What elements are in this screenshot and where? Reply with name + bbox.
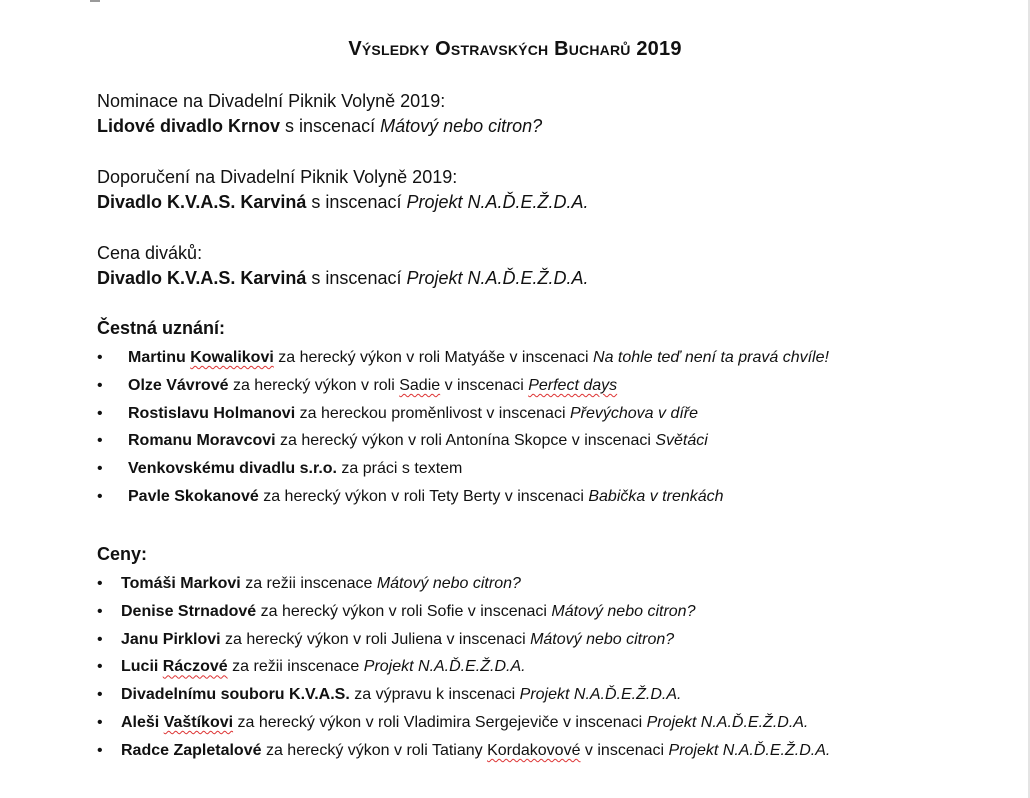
prizes-heading: Ceny: xyxy=(97,544,148,564)
list-item xyxy=(97,404,829,432)
bullet-icon: • xyxy=(97,432,103,450)
recipient-name: Aleši Vaštíkovi xyxy=(121,713,234,731)
award-description: za hereckou proměnlivost v inscenaci xyxy=(295,404,570,422)
award-description: za herecký výkon v roli Sofie v inscenaci xyxy=(256,602,552,620)
play-title: Mátový nebo citron? xyxy=(376,575,521,592)
award-description: za režii inscenace xyxy=(227,658,364,676)
bullet-icon: • xyxy=(97,487,103,505)
play-title: Projekt N.A.Ď.E.Ž.D.A. xyxy=(646,713,809,731)
nomination-play: Mátový nebo citron? xyxy=(380,116,543,136)
audience-award-name: Divadlo K.V.A.S. Karviná xyxy=(97,268,307,288)
nomination-name: Lidové divadlo Krnov xyxy=(97,116,281,136)
recipient-name: Tomáši Markovi xyxy=(121,575,241,592)
recipient-name: Olze Vávrové xyxy=(128,376,229,394)
honorable-mentions-heading: Čestná uznání: xyxy=(97,318,226,338)
list-item xyxy=(97,602,830,630)
list-item xyxy=(97,574,830,602)
bullet-icon: • xyxy=(97,460,103,478)
audience-award-label: Cena diváků: xyxy=(97,243,203,263)
award-description: za herecký výkon v roli Tety Berty v inscenaci xyxy=(258,487,589,505)
recipient-name: Radce Zapletalové xyxy=(121,741,262,759)
award-description: za herecký výkon v roli Vladimira Sergejeviče v inscenaci xyxy=(233,713,647,731)
play-title: Projekt N.A.Ď.E.Ž.D.A. xyxy=(363,658,526,676)
bullet-icon: • xyxy=(97,741,103,759)
award-description: za práci s textem xyxy=(336,460,463,478)
award-description: za výpravu k inscenaci xyxy=(349,686,520,704)
award-description: za herecký výkon v roli Tatiany Kordakovové v inscenaci xyxy=(261,741,669,759)
list-item xyxy=(97,685,830,713)
bullet-icon: • xyxy=(97,602,103,620)
play-title: Babička v trenkách xyxy=(588,487,724,505)
list-item xyxy=(97,376,829,404)
recipient-name: Pavle Skokanové xyxy=(128,487,259,505)
nomination-connector: s inscenací xyxy=(280,116,381,136)
recommendation-winner xyxy=(97,190,589,215)
play-title: Mátový nebo citron? xyxy=(551,602,696,620)
play-title: Mátový nebo citron? xyxy=(530,630,675,648)
recipient-name: Lucii Ráczové xyxy=(121,658,228,676)
audience-award-connector: s inscenací xyxy=(306,268,407,288)
award-description: za režii inscenace xyxy=(240,575,377,592)
bullet-icon: • xyxy=(97,349,103,366)
play-title: Projekt N.A.Ď.E.Ž.D.A. xyxy=(668,741,831,759)
list-item xyxy=(97,741,830,769)
recipient-name: Janu Pirklovi xyxy=(121,630,221,648)
award-description: za herecký výkon v roli Antonína Skopce v inscenaci xyxy=(275,432,656,450)
recipient-name: Venkovskému divadlu s.r.o. xyxy=(128,460,337,478)
recommendation-label: Doporučení na Divadelní Piknik Volyně 2019: xyxy=(97,167,458,187)
award-description: za herecký výkon v roli Sadie v inscenaci xyxy=(228,376,529,394)
bullet-icon: • xyxy=(97,376,103,394)
list-item xyxy=(97,348,829,376)
play-title: Převýchova v díře xyxy=(569,404,699,422)
play-title: Perfect days xyxy=(528,376,618,394)
list-item xyxy=(97,630,830,658)
honorable-mentions-list xyxy=(97,348,829,515)
audience-award-winner xyxy=(97,266,589,291)
nomination-block xyxy=(97,89,542,139)
recipient-name: Divadelnímu souboru K.V.A.S. xyxy=(121,686,350,704)
list-item xyxy=(97,657,830,685)
award-description: za herecký výkon v roli Matyáše v inscenaci xyxy=(273,349,594,366)
bullet-icon: • xyxy=(97,404,103,422)
bullet-icon: • xyxy=(97,575,103,592)
play-title: Projekt N.A.Ď.E.Ž.D.A. xyxy=(519,686,682,704)
recipient-name: Martinu Kowalikovi xyxy=(128,349,274,366)
audience-award-play: Projekt N.A.Ď.E.Ž.D.A. xyxy=(406,268,589,288)
award-description: za herecký výkon v roli Juliena v inscenaci xyxy=(220,630,531,648)
bullet-icon: • xyxy=(97,658,103,676)
bullet-icon: • xyxy=(97,713,103,731)
play-title: Světáci xyxy=(655,432,708,450)
play-title: Na tohle teď není ta pravá chvíle! xyxy=(593,349,829,366)
page-corner-mark xyxy=(90,0,100,2)
recommendation-play: Projekt N.A.Ď.E.Ž.D.A. xyxy=(406,192,589,212)
bullet-icon: • xyxy=(97,630,103,648)
recommendation-name: Divadlo K.V.A.S. Karviná xyxy=(97,192,307,212)
list-item xyxy=(97,487,829,515)
nomination-label: Nominace na Divadelní Piknik Volyně 2019: xyxy=(97,91,446,111)
recipient-name: Rostislavu Holmanovi xyxy=(128,404,296,422)
recommendation-block xyxy=(97,165,589,215)
document-title: Výsledky Ostravských Bucharů 2019 xyxy=(348,38,682,60)
bullet-icon: • xyxy=(97,686,103,704)
recipient-name: Romanu Moravcovi xyxy=(128,432,276,450)
recipient-name: Denise Strnadové xyxy=(121,602,257,620)
list-item xyxy=(97,713,830,741)
nomination-winner xyxy=(97,114,542,139)
list-item xyxy=(97,459,829,487)
recommendation-connector: s inscenací xyxy=(306,192,407,212)
audience-award-block xyxy=(97,241,589,291)
list-item xyxy=(97,431,829,459)
prizes-list xyxy=(97,574,830,769)
